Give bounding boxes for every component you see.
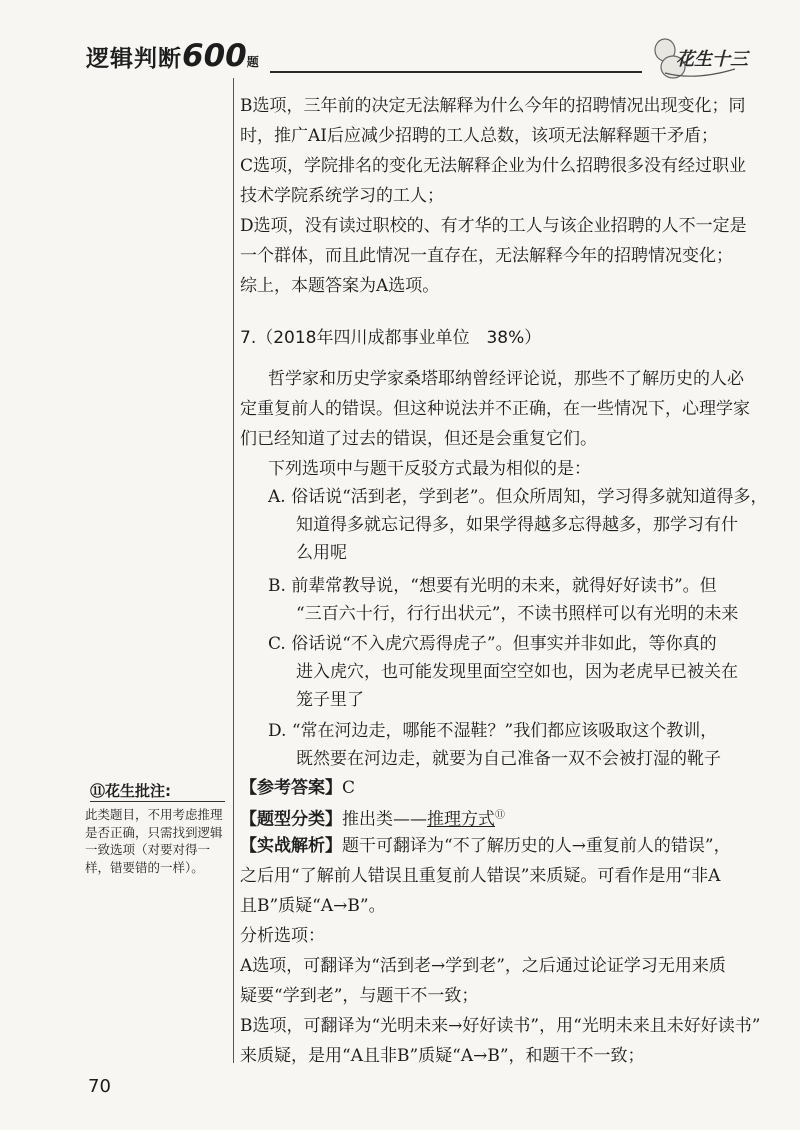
- reference-answer: 【参考答案】C: [240, 778, 356, 798]
- sidenote-title: ⑪花生批注:: [90, 782, 171, 800]
- sidenote-rule: [90, 801, 225, 802]
- prev-line: D选项，没有读过职校的、有才华的工人与该企业招聘的人不一定是: [240, 216, 747, 236]
- option-c: C. 俗话说“不入虎穴焉得虎子”。但事实并非如此，等你真的: [268, 634, 717, 654]
- question-stem-line: 定重复前人的错误。但这种说法并不正确，在一些情况下，心理学家: [240, 399, 750, 419]
- analysis: 【实战解析】题干可翻译为“不了解历史的人→重复前人的错误”，: [240, 836, 731, 856]
- question-type: 【题型分类】推出类——推理方式⑪: [240, 809, 505, 830]
- book-title: 逻辑判断600题: [86, 38, 259, 74]
- question-header: 7.（2018年四川成都事业单位 38%）: [240, 328, 542, 348]
- prev-line: C选项，学院排名的变化无法解释企业为什么招聘很多没有经过职业: [240, 156, 747, 176]
- prev-line: 综上，本题答案为A选项。: [240, 276, 440, 296]
- option-c: 进入虎穴，也可能发现里面空空如也，因为老虎早已被关在: [296, 662, 738, 682]
- analysis-line: 且B”质疑“A→B”。: [240, 896, 386, 916]
- option-c: 笼子里了: [296, 690, 364, 710]
- page-number: 70: [88, 1076, 111, 1097]
- analysis-line: 之后用“了解前人错误且重复前人错误”来质疑。可看作是用“非A: [240, 866, 721, 886]
- analysis-option-line: 疑要“学到老”，与题干不一致；: [240, 986, 479, 1006]
- prev-line: 时，推广AI后应减少招聘的工人总数，该项无法解释题干矛盾；: [240, 126, 718, 146]
- sidenote-text: 此类题目，不用考虑推理是否正确，只需找到逻辑一致选项（对要对得一样，错要错的一样）。: [85, 807, 223, 875]
- option-b: “三百六十行，行行出状元”，不读书照样可以有光明的未来: [296, 604, 739, 624]
- prev-line: 一个群体，而且此情况一直存在，无法解释今年的招聘情况变化；: [240, 246, 733, 266]
- option-d: 既然要在河边走，就要为自己准备一双不会被打湿的靴子: [296, 749, 721, 769]
- question-stem-line: 哲学家和历史学家桑塔耶纳曾经评论说，那些不了解历史的人必: [268, 369, 744, 389]
- option-a: 知道得多就忘记得多，如果学得越多忘得越多，那学习有什: [296, 515, 738, 535]
- analysis-option-line: B选项，可翻译为“光明未来→好好读书”，用“光明未来且未好好读书”: [240, 1016, 761, 1036]
- question-stem-line: 们已经知道了过去的错误，但还是会重复它们。: [240, 429, 597, 449]
- option-a: A. 俗话说“活到老，学到老”。但众所周知，学习得多就知道得多，: [268, 487, 768, 507]
- brand-label: 花生十三: [676, 49, 748, 70]
- analysis-subheader: 分析选项：: [240, 926, 325, 946]
- header-rule: [270, 71, 642, 73]
- option-d: D. “常在河边走，哪能不湿鞋？”我们都应该吸取这个教训，: [268, 721, 718, 741]
- analysis-option-line: A选项，可翻译为“活到老→学到老”，之后通过论证学习无用来质: [240, 956, 726, 976]
- prev-line: 技术学院系统学习的工人；: [240, 186, 444, 206]
- margin-divider: [233, 78, 234, 1063]
- prev-line: B选项，三年前的决定无法解释为什么今年的招聘情况出现变化；同: [240, 96, 746, 116]
- question-prompt: 下列选项中与题干反驳方式最为相似的是：: [268, 459, 591, 479]
- option-a: 么用呢: [296, 543, 347, 563]
- option-b: B. 前辈常教导说，“想要有光明的未来，就得好好读书”。但: [268, 576, 717, 596]
- analysis-option-line: 来质疑，是用“A且非B”质疑“A→B”，和题干不一致；: [240, 1046, 645, 1066]
